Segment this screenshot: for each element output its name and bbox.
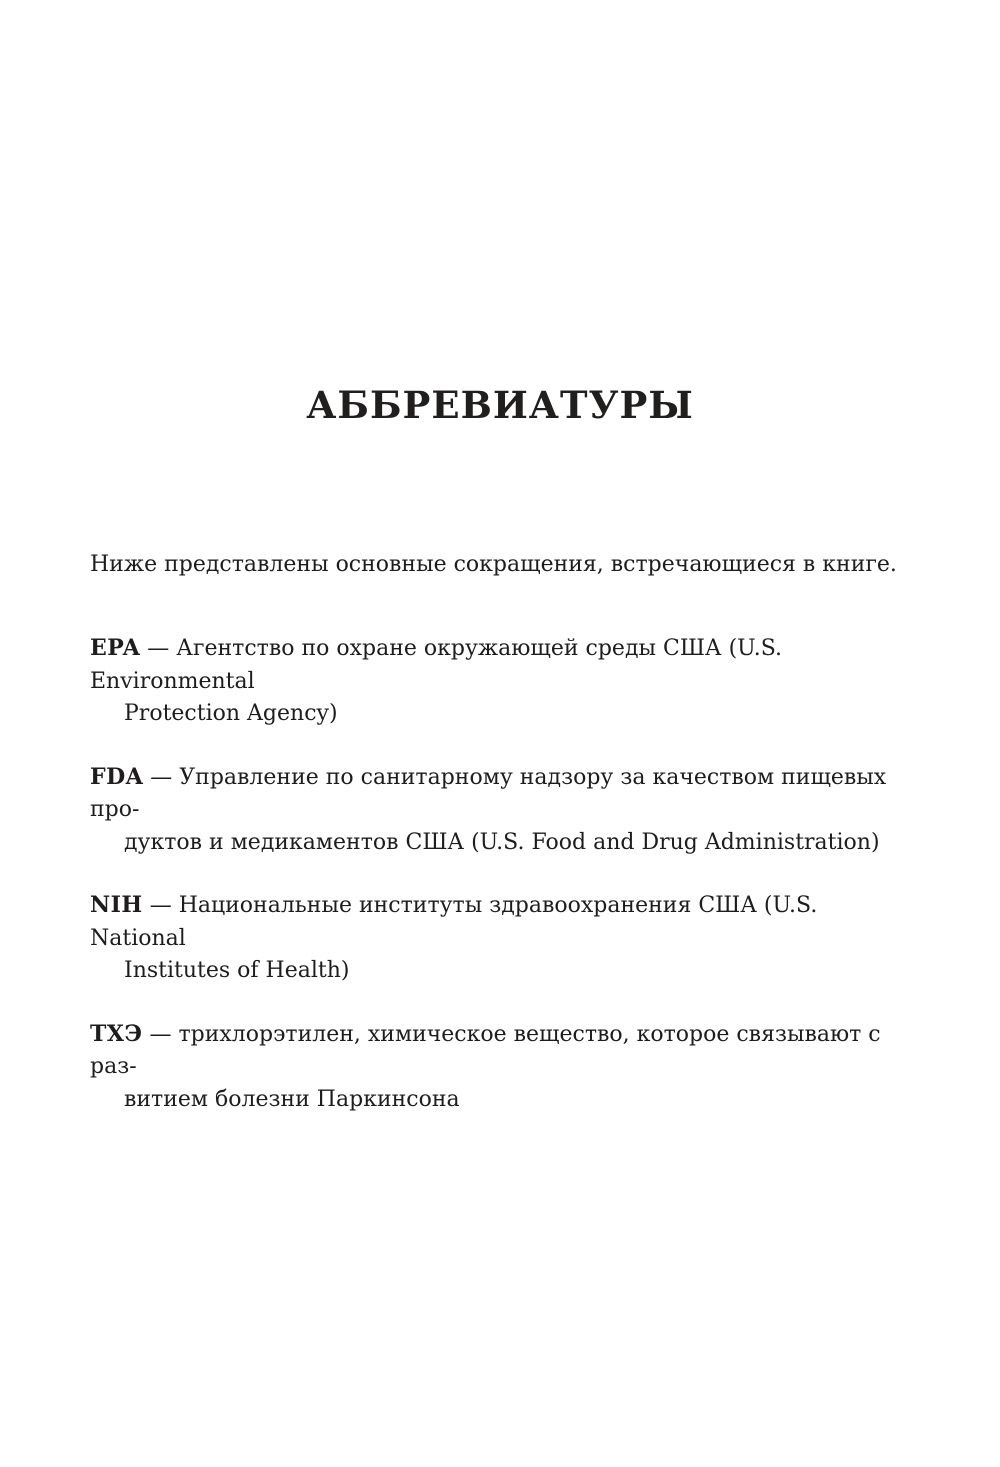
page-title: АББРЕВИАТУРЫ [306, 383, 694, 427]
abbr-entry-fda [90, 761, 890, 860]
abbr-entry-nih [90, 889, 890, 988]
abbr-term: ТХЭ [90, 1020, 143, 1047]
abbr-entry-epa [90, 632, 890, 731]
abbr-definition-line2: витием болезни Паркинсона [124, 1086, 460, 1112]
em-dash: — [150, 764, 173, 790]
em-dash: — [149, 893, 172, 918]
abbr-term: EPA [90, 635, 141, 661]
abbr-term: NIH [90, 892, 143, 918]
abbr-definition-line2: Institutes of Health) [124, 958, 350, 983]
abbr-entry-the [90, 1018, 890, 1117]
abbr-term: FDA [90, 763, 144, 790]
abbr-definition-line1: Национальные институты здравоохранения США (U.S. National [90, 893, 818, 951]
abbr-definition-line2: Protection Agency) [124, 701, 338, 726]
intro-text: Ниже представлены основные сокращения, встречающиеся в книге. [90, 552, 897, 577]
abbr-definition-line1: Управление по санитарному надзору за качеством пищевых про- [90, 764, 887, 822]
em-dash: — [147, 636, 170, 661]
abbr-definition-line2: дуктов и медикаментов США (U.S. Food and Drug Administration) [124, 829, 880, 855]
em-dash: — [149, 1021, 172, 1047]
abbreviation-list [90, 632, 890, 1146]
abbr-definition-line1: трихлорэтилен, химическое вещество, которое связывают с раз- [90, 1021, 881, 1079]
abbr-definition-line1: Агентство по охране окружающей среды США (U.S. Environmental [90, 636, 782, 694]
